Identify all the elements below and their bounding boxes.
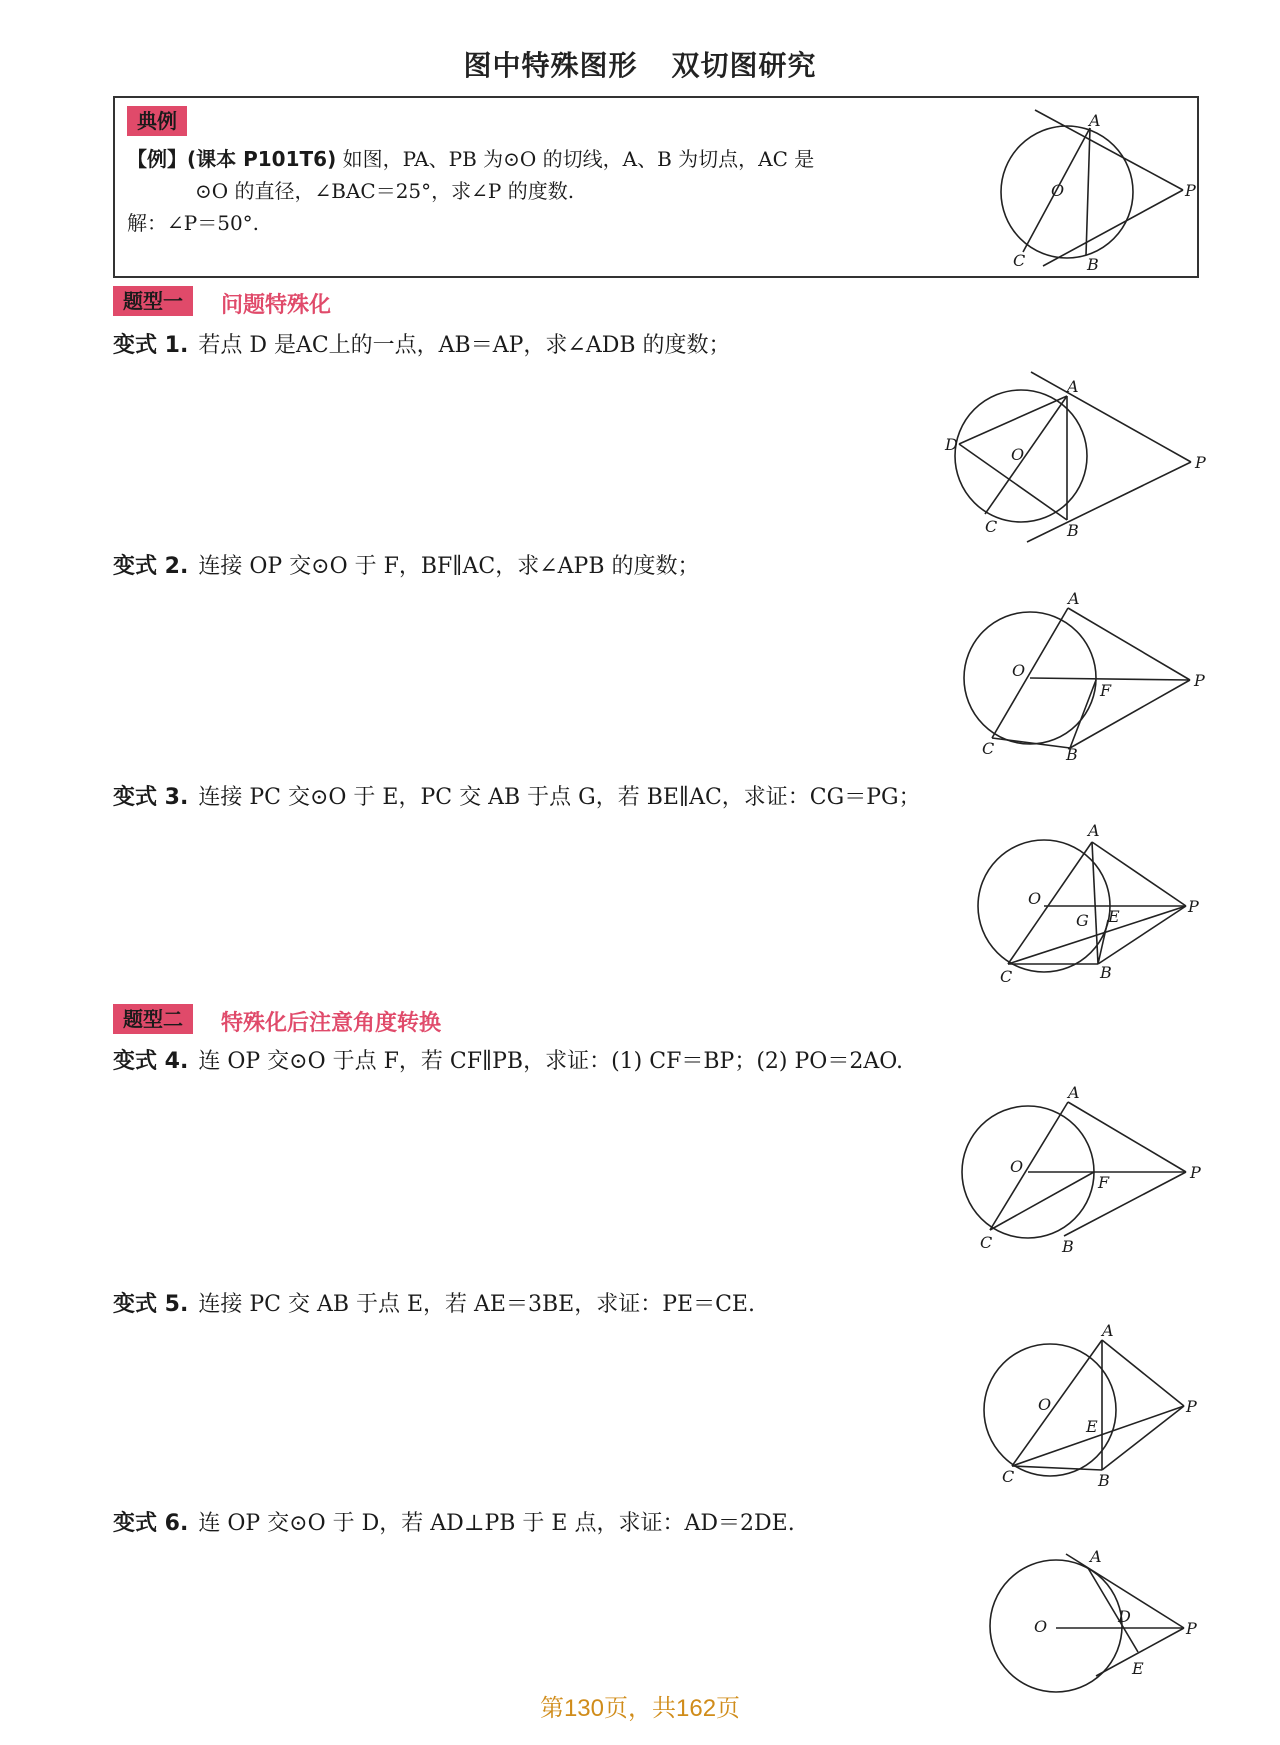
label-c: C	[982, 739, 995, 758]
tangent-pb	[1102, 1406, 1184, 1470]
label-b: B	[1100, 963, 1112, 982]
diameter-ac	[1012, 1340, 1102, 1466]
example-line-1	[127, 144, 814, 174]
label-f: F	[1100, 681, 1112, 700]
problem-2	[113, 551, 699, 583]
tangent-pb	[1070, 680, 1190, 748]
label-o: O	[1028, 889, 1042, 908]
example-solution	[127, 208, 259, 238]
label-b: B	[1062, 1237, 1074, 1256]
problem-2-label: 变式 2.	[113, 554, 189, 579]
tangent-pa	[1031, 372, 1191, 462]
problem-5-label: 变式 5.	[113, 1292, 189, 1317]
label-e: E	[1132, 1659, 1144, 1678]
label-p: P	[1190, 1163, 1201, 1182]
label-a: A	[1088, 821, 1100, 840]
label-o: O	[1034, 1617, 1048, 1636]
label-g: G	[1076, 911, 1089, 930]
label-e: E	[1086, 1417, 1098, 1436]
label-a: A	[1068, 589, 1080, 608]
section-2-tag: 题型二	[113, 1004, 193, 1034]
label-o: O	[1012, 661, 1026, 680]
label-c: C	[1000, 967, 1013, 986]
label-o: O	[1038, 1395, 1052, 1414]
label-a: A	[1067, 377, 1079, 396]
example-box	[113, 96, 1199, 278]
problem-5	[113, 1289, 755, 1321]
label-p: P	[1188, 897, 1199, 916]
solution-text: ∠P＝50°.	[167, 211, 260, 235]
diameter-ac	[1008, 842, 1092, 964]
label-o: O	[1011, 445, 1025, 464]
problem-1	[113, 330, 731, 362]
example-text-1: 如图，PA、PB 为⊙O 的切线，A、B 为切点，AC 是	[342, 147, 815, 171]
label-a: A	[1068, 1083, 1080, 1102]
section-2-title: 特殊化后注意角度转换	[221, 1011, 442, 1036]
problem-4-text: 连 OP 交⊙O 于点 F，若 CF∥PB，求证：(1) CF＝BP；(2) PO＝2AO.	[198, 1049, 903, 1074]
segment-bf	[1070, 680, 1096, 748]
section-1-tag: 题型一	[113, 286, 193, 316]
label-p: P	[1186, 1619, 1197, 1638]
problem-3-label: 变式 3.	[113, 785, 189, 810]
page-number: 第130页，共162页	[539, 1695, 741, 1722]
problem-4	[113, 1046, 903, 1078]
figure-4	[958, 1083, 1218, 1256]
section-1-title: 问题特殊化	[221, 293, 332, 318]
chord-ab	[1086, 128, 1090, 255]
label-c: C	[1013, 251, 1026, 270]
label-a: A	[1090, 1547, 1102, 1566]
diameter-ac	[992, 608, 1068, 738]
label-p: P	[1186, 1397, 1197, 1416]
segment-cb	[1012, 1466, 1102, 1470]
segment-cb	[992, 738, 1070, 748]
solution-label: 解：	[127, 211, 167, 235]
tangent-pa	[1035, 110, 1183, 190]
label-o: O	[1051, 181, 1065, 200]
title-right: 双切图研究	[671, 49, 817, 82]
tangent-pa	[1092, 842, 1186, 906]
label-b: B	[1066, 745, 1078, 764]
example-line-2: ⊙O 的直径，∠BAC＝25°，求∠P 的度数.	[195, 179, 575, 203]
label-e: E	[1108, 907, 1120, 926]
label-d: D	[945, 435, 958, 454]
label-b: B	[1098, 1471, 1110, 1490]
problem-6	[113, 1508, 795, 1540]
problem-1-label: 变式 1.	[113, 333, 189, 358]
example-figure	[955, 106, 1195, 276]
problem-2-text: 连接 OP 交⊙O 于 F，BF∥AC，求∠APB 的度数；	[198, 554, 700, 579]
tangent-pb	[1027, 462, 1191, 542]
problem-1-text: 若点 D 是AC上的一点，AB＝AP，求∠ADB 的度数；	[198, 333, 731, 358]
segment-cf	[990, 1172, 1094, 1230]
example-bracket: 【例】	[127, 147, 187, 171]
label-c: C	[980, 1233, 993, 1252]
title-left: 图中特殊图形	[463, 49, 638, 82]
label-c: C	[1002, 1467, 1015, 1486]
problem-6-label: 变式 6.	[113, 1511, 189, 1536]
label-o: O	[1010, 1157, 1024, 1176]
tangent-pa	[1068, 1102, 1186, 1172]
figure-1	[945, 374, 1205, 544]
segment-pc	[1012, 1406, 1184, 1466]
label-p: P	[1185, 181, 1196, 200]
label-p: P	[1194, 671, 1205, 690]
circle-o	[1001, 126, 1133, 258]
section-1-header	[113, 286, 331, 319]
problem-3-text: 连接 PC 交⊙O 于 E，PC 交 AB 于点 G，若 BE∥AC，求证：CG＝PG；	[198, 785, 921, 810]
segment-op	[1030, 678, 1190, 680]
example-tag: 典例	[127, 106, 187, 136]
diameter-ac	[990, 1102, 1068, 1230]
figure-5	[978, 1321, 1208, 1490]
figure-3	[976, 821, 1206, 986]
label-b: B	[1087, 255, 1099, 274]
example-source: (课本 P101T6)	[187, 147, 337, 171]
label-d: D	[1118, 1607, 1131, 1626]
label-f: F	[1098, 1173, 1110, 1192]
chord-ab	[1092, 842, 1098, 964]
label-c: C	[985, 517, 998, 536]
tangent-pb	[1043, 190, 1183, 266]
problem-3	[113, 782, 921, 814]
example-tag-wrap	[127, 106, 187, 136]
section-2-header	[113, 1004, 441, 1037]
label-a: A	[1102, 1321, 1114, 1340]
label-b: B	[1067, 521, 1079, 540]
figure-6	[984, 1548, 1204, 1688]
problem-6-text: 连 OP 交⊙O 于 D，若 AD⊥PB 于 E 点，求证：AD＝2DE.	[198, 1511, 795, 1536]
page-title	[0, 44, 1280, 84]
label-p: P	[1195, 453, 1206, 472]
figure-2	[960, 589, 1220, 764]
problem-5-text: 连接 PC 交 AB 于点 E，若 AE＝3BE，求证：PE＝CE.	[198, 1292, 755, 1317]
problem-4-label: 变式 4.	[113, 1049, 189, 1074]
label-a: A	[1089, 111, 1101, 130]
tangent-pb	[1064, 1172, 1186, 1236]
